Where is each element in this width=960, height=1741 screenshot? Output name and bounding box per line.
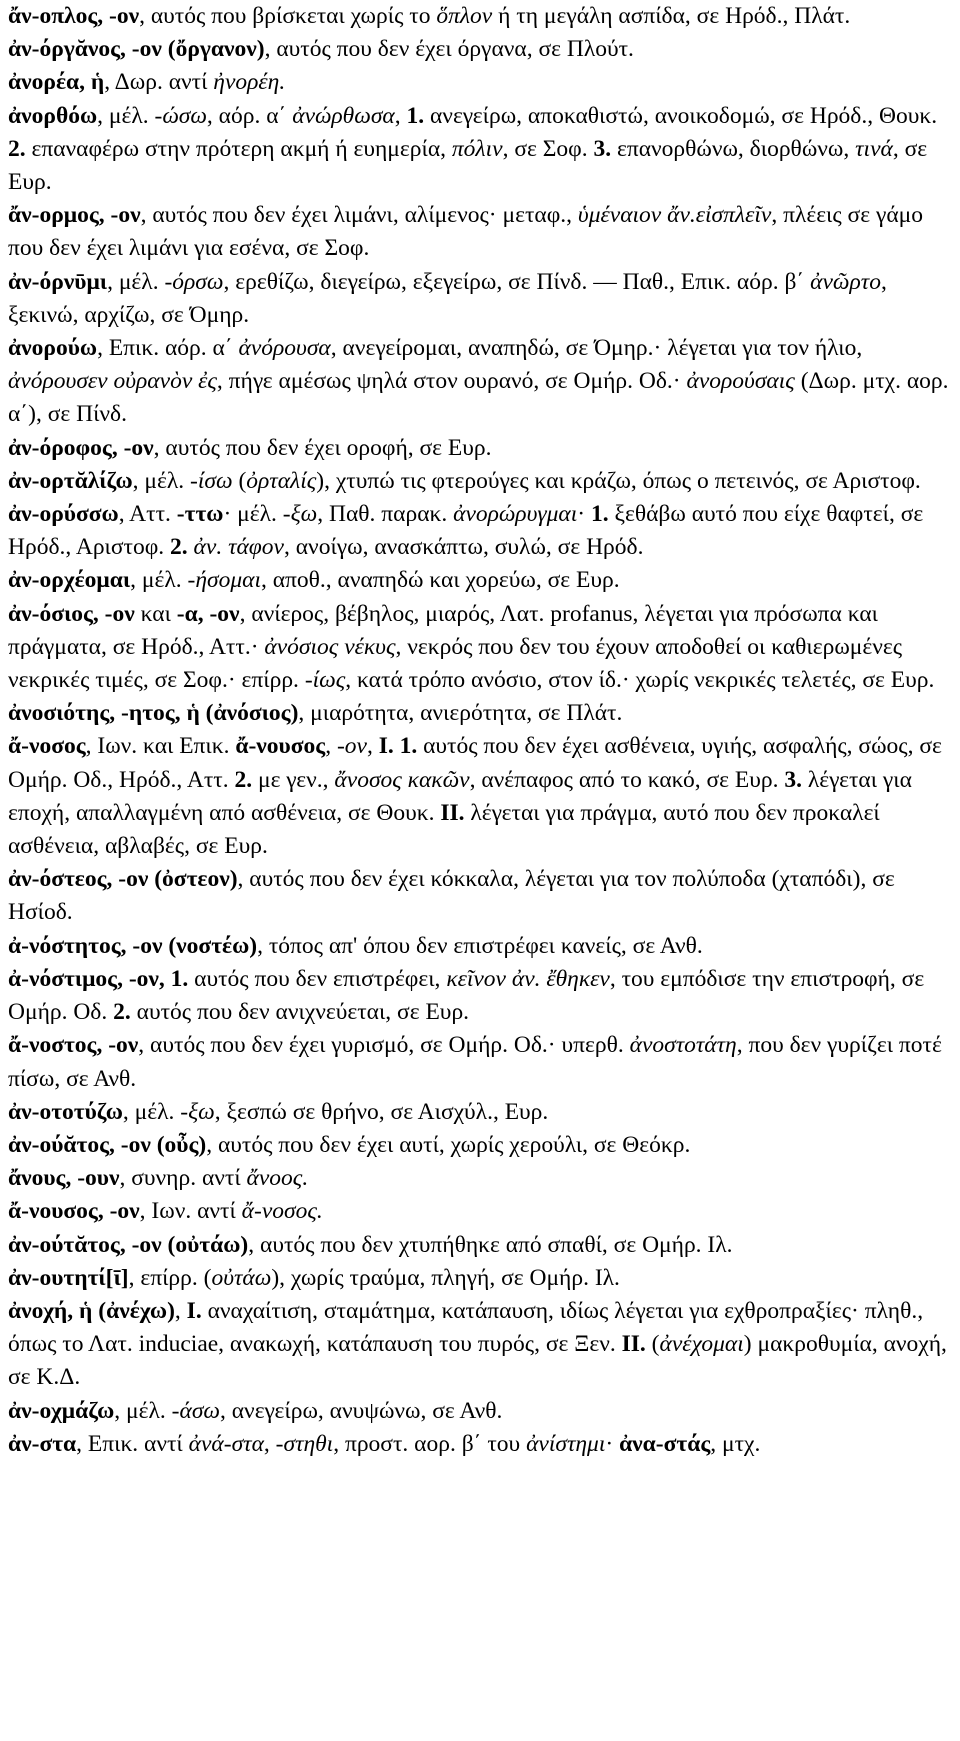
entry-text: ξεθάβω αυτό που είχε θαφτεί, σε Ηρόδ., Αριστοφ. xyxy=(8,501,924,561)
entry-text: , αυτός που δεν χτυπήθηκε από σπαθί, σε Ομήρ. Ιλ. xyxy=(248,1231,733,1258)
entry-text: , μτχ. xyxy=(710,1430,761,1457)
entry-headword-text: 2. xyxy=(8,135,26,162)
entry-headword-text: ἀν-ορύσσω xyxy=(8,501,119,528)
entry-text: επαναφέρω στην πρότερη ακμή ή ευημερία, xyxy=(25,135,452,162)
entry-text: , του εμπόδισε την επιστροφή, σε Ομήρ. Οδ. xyxy=(8,965,925,1026)
entry-headword-text: 2. xyxy=(113,999,131,1026)
entry-italic-text: ἀνώρθωσα xyxy=(292,102,395,129)
entry-text: , μέλ. xyxy=(122,1098,181,1125)
entry-headword-text: ἀν-όροφος, -ον xyxy=(8,434,154,461)
entry-italic-text: -ώσω xyxy=(154,102,207,129)
entry-text: · xyxy=(577,501,591,528)
entry-italic-text: ὅπλον xyxy=(436,3,493,29)
entry-text: , ανέπαφος από το κακό, σε Ευρ. xyxy=(469,766,785,793)
entry-text: ), χτυπώ τις φτερούγες και κράζω, όπως ο πετεινός, σε Αριστοφ. xyxy=(316,467,921,494)
entry-italic-text: οὐτάω xyxy=(211,1264,272,1291)
entry-text: , ανίερος, βέβηλος, μιαρός, Λατ. profanus, λέγεται για πρόσωπα και πράγματα, σε Ηρόδ., Αττ.· xyxy=(8,600,878,660)
dictionary-entry xyxy=(8,432,952,465)
entry-text: ( xyxy=(645,1331,660,1358)
entry-italic-text: ἀνόρουσεν οὐρανὸν ἐς xyxy=(8,368,217,395)
entry-text: , νεκρός που δεν του έχουν αποδοθεί οι καθιερωμένες νεκρικές τιμές, σε Σοφ.· επίρρ. xyxy=(8,633,903,694)
dictionary-entry xyxy=(8,66,952,99)
entry-headword-text: -ττω xyxy=(176,501,224,528)
entry-headword-text: ἀν-όργᾰνος, -ον (ὄργανον) xyxy=(8,36,265,63)
entry-headword-text: ἀν-ουτητί[ῑ] xyxy=(8,1264,129,1291)
dictionary-entry xyxy=(8,332,952,432)
entry-italic-text: ἀνέχομαι xyxy=(659,1331,744,1358)
entry-text: και xyxy=(134,600,177,627)
entry-text: , Επικ. αόρ. α΄ xyxy=(97,335,239,362)
entry-text: , συνηρ. αντί xyxy=(119,1165,247,1192)
entry-italic-text: ὑμέναιον ἄν.εἰσπλεῖν xyxy=(577,202,772,229)
entry-text: , Αττ. xyxy=(118,501,177,528)
entry-headword-text: ἀν-οτοτύζω xyxy=(8,1098,123,1125)
dictionary-entry xyxy=(8,0,952,33)
entry-italic-text: -στηθι xyxy=(275,1430,334,1457)
dictionary-entry xyxy=(8,1129,952,1162)
entry-text: , μέλ. xyxy=(114,1397,172,1424)
dictionary-entry xyxy=(8,1029,952,1095)
dictionary-entry xyxy=(8,697,952,730)
entry-text: , τόπος απ' όπου δεν επιστρέφει κανείς, σε Ανθ. xyxy=(257,932,703,959)
dictionary-entry xyxy=(8,498,952,564)
entry-headword-text: ἀν-στα xyxy=(8,1430,77,1457)
entry-text: , xyxy=(174,1297,187,1324)
entry-italic-text: -ίως xyxy=(304,667,346,694)
entry-text: , που δεν γυρίζει ποτέ πίσω, σε Ανθ. xyxy=(8,1032,942,1092)
entry-text: ή τη μεγάλη ασπίδα, σε Ηρόδ., Πλάτ. xyxy=(492,3,851,29)
dictionary-entry xyxy=(8,1295,952,1395)
entry-text: , κατά τρόπο ανόσιο, στον ίδ.· χωρίς νεκρικές τελετές, σε Ευρ. xyxy=(345,667,935,694)
entry-headword-text: ἄ-νοσος xyxy=(8,733,86,760)
entry-headword-text: ἄ-νουσος, -ον xyxy=(8,1198,140,1225)
entry-text: αυτός που δεν έχει ασθένεια, υγιής, ασφαλής, σώος, σε Ομήρ. Οδ., Ηρόδ., Αττ. xyxy=(8,733,942,793)
entry-headword-text: ἄν-ορμος, -ον xyxy=(8,202,141,229)
entry-text: , xyxy=(366,733,379,760)
dictionary-entry xyxy=(8,465,952,498)
entry-italic-text: πόλιν xyxy=(451,135,503,162)
entry-italic-text: -ον xyxy=(336,733,367,760)
entry-text: , αυτός που δεν έχει οροφή, σε Ευρ. xyxy=(153,434,492,461)
entry-italic-text: κεῖνον ἀν. ἔθηκεν xyxy=(446,965,610,992)
entry-text: , ξεσπώ σε θρήνο, σε Αισχύλ., Ευρ. xyxy=(214,1098,549,1125)
entry-italic-text: ὀρταλίς xyxy=(246,467,317,494)
entry-text: , αυτός που δεν έχει γυρισμό, σε Ομήρ. Οδ.· υπερθ. xyxy=(138,1032,630,1059)
entry-text: , αυτός που δεν έχει λιμάνι, αλίμενος· μεταφ., xyxy=(140,202,578,229)
dictionary-entry xyxy=(8,1262,952,1295)
entry-italic-text: ἀνά-στα xyxy=(188,1430,264,1457)
dictionary-entry xyxy=(8,1428,952,1461)
entry-italic-text: ἀνίστημι xyxy=(526,1430,606,1457)
entry-text: · μέλ. xyxy=(223,501,283,528)
entry-italic-text: -ξω xyxy=(282,501,318,528)
entry-text: , ανοίγω, ανασκάπτω, συλώ, σε Ηρόδ. xyxy=(284,534,644,561)
entry-text: , μέλ. xyxy=(97,102,155,129)
entry-headword-text: ἀ-νόστητος, -ον (νοστέω) xyxy=(8,932,258,959)
entry-headword-text: -α, -ον xyxy=(176,600,240,627)
entry-italic-text: ἠνορέη. xyxy=(213,69,286,96)
entry-italic-text: ἄνοος. xyxy=(246,1165,309,1192)
entry-text: , xyxy=(394,102,407,129)
entry-text: , Παθ. παρακ. xyxy=(317,501,454,528)
entry-text: , μιαρότητα, ανιερότητα, σε Πλάτ. xyxy=(298,700,623,727)
entry-headword-text: ἄν-οπλος, -ον xyxy=(8,3,140,29)
entry-headword-text: ἀνορέα, ἡ xyxy=(8,69,105,96)
entry-headword-text: ἀνοχή, ἡ (ἀνέχω) xyxy=(8,1297,175,1324)
dictionary-entry xyxy=(8,1229,952,1262)
entry-italic-text: ἄ-νοσος. xyxy=(241,1198,323,1225)
entry-text: ), χωρίς τραύμα, πληγή, σε Ομήρ. Ιλ. xyxy=(271,1264,620,1291)
entry-headword-text: ἀν-όρνῡμι xyxy=(8,268,108,295)
entry-text: αναχαίτιση, σταμάτημα, κατάπαυση, ιδίως λέγεται για εχθροπραξίες· πληθ., όπως το Λατ. induciae, ανακωχή, κατάπαυση του πυρός, σε Ξεν. xyxy=(8,1297,924,1358)
entry-text: ) μακροθυμία, ανοχή, σε Κ.Δ. xyxy=(8,1331,947,1391)
entry-text: , ανεγείρομαι, αναπηδώ, σε Όμηρ.· λέγεται για τον ήλιο, xyxy=(330,335,863,362)
entry-italic-text: ἀν. τάφον xyxy=(193,534,284,561)
entry-headword-text: ἀν-ορτᾰλίζω xyxy=(8,467,133,494)
dictionary-entry xyxy=(8,598,952,698)
entry-headword-text: ἀνορούω xyxy=(8,335,98,362)
entry-text: , σε Σοφ. xyxy=(502,135,594,162)
dictionary-entry xyxy=(8,1395,952,1428)
entry-headword-text: ἀνα-στάς xyxy=(619,1430,711,1457)
entry-italic-text: ἀνόρουσα xyxy=(238,335,331,362)
entry-headword-text: ἄ-νουσος xyxy=(235,733,326,760)
entry-text: , ξεκινώ, αρχίζω, σε Όμηρ. xyxy=(8,268,887,328)
entry-headword-text: ἀν-οχμάζω xyxy=(8,1397,115,1424)
entry-headword-text: II. xyxy=(621,1331,646,1358)
entry-text: , ερεθίζω, διεγείρω, εξεγείρω, σε Πίνδ. — Παθ., Επικ. αόρ. β΄ xyxy=(223,268,811,295)
dictionary-entry xyxy=(8,863,952,929)
entry-italic-text: -ίσω xyxy=(190,467,233,494)
entry-text: λέγεται για εποχή, απαλλαγμένη από ασθένεια, σε Θουκ. xyxy=(8,766,912,826)
entry-italic-text: ἀνορούσαις xyxy=(686,368,795,395)
entry-text: , Δωρ. αντί xyxy=(104,69,214,96)
entry-italic-text: ἀνοστοτάτη xyxy=(629,1032,737,1059)
entry-italic-text: ἄνοσος κακῶν xyxy=(334,766,470,793)
entry-text: , αυτός που δεν έχει όργανα, σε Πλούτ. xyxy=(264,36,634,63)
entry-headword-text: ἀν-ούᾰτος, -ον (οὖς) xyxy=(8,1131,207,1158)
dictionary-entry xyxy=(8,1162,952,1195)
entry-text: , προστ. αορ. β΄ του xyxy=(333,1430,527,1457)
entry-headword-text: ἀν-όστεος, -ον (ὀστεον) xyxy=(8,866,238,893)
entry-text: , πλέεις σε γάμο που δεν έχει λιμάνι για εσένα, σε Σοφ. xyxy=(8,202,924,262)
entry-text: λέγεται για πράγμα, αυτό που δεν προκαλεί ασθένεια, αβλαβές, σε Ευρ. xyxy=(8,799,880,860)
dictionary-entry xyxy=(8,963,952,1029)
entry-headword-text: 1. xyxy=(406,102,425,129)
entry-italic-text: -όρσω xyxy=(164,268,224,295)
dictionary-entry xyxy=(8,199,952,265)
entry-headword-text: 2. xyxy=(234,766,253,793)
entry-text: , πήγε αμέσως ψηλά στον ουρανό, σε Ομήρ. Οδ.· xyxy=(216,368,687,395)
entry-text: , αυτός που δεν έχει κόκκαλα, λέγεται για τον πολύποδα (χταπόδι), σε Ησίοδ. xyxy=(8,866,895,926)
entry-text: αυτός που δεν επιστρέφει, xyxy=(188,965,447,992)
entry-italic-text: -άσω xyxy=(171,1397,220,1424)
entry-text: , επίρρ. ( xyxy=(128,1264,212,1291)
entry-text: , μέλ. xyxy=(130,567,188,594)
entry-headword-text: II. xyxy=(440,799,465,826)
entry-headword-text: 3. xyxy=(593,135,612,162)
dictionary-entry xyxy=(8,730,952,863)
entry-text: επανορθώνω, διορθώνω, xyxy=(611,135,856,162)
entry-text: αυτός που δεν ανιχνεύεται, σε Ευρ. xyxy=(130,999,470,1026)
entry-italic-text: -ξω xyxy=(180,1098,215,1125)
dictionary-entry xyxy=(8,930,952,963)
entry-text: , αόρ. α΄ xyxy=(206,102,293,129)
entry-text: με γεν., xyxy=(252,766,335,793)
entry-text: · xyxy=(605,1430,620,1457)
entry-text: , σε Ευρ. xyxy=(8,135,928,196)
dictionary-entry xyxy=(8,100,952,200)
entry-headword-text: 3. xyxy=(784,766,802,793)
entry-headword-text: 2. xyxy=(170,534,188,561)
entry-text: , αυτός που δεν έχει αυτί, χωρίς χερούλι, σε Θεόκρ. xyxy=(206,1131,691,1158)
entry-headword-text: I. xyxy=(186,1297,202,1324)
entry-text: , Ιων. αντί xyxy=(139,1198,242,1225)
entry-text: , ανεγείρω, ανυψώνω, σε Ανθ. xyxy=(220,1397,503,1424)
entry-text: , αυτός που βρίσκεται χωρίς το xyxy=(139,3,437,29)
entry-text: , Επικ. αντί xyxy=(76,1430,189,1457)
entry-italic-text: τινά xyxy=(855,135,893,162)
dictionary-entry xyxy=(8,1195,952,1228)
entry-headword-text: 1. xyxy=(591,501,609,528)
dictionary-entry xyxy=(8,33,952,66)
dictionary-entry xyxy=(8,564,952,597)
dictionary-entry xyxy=(8,1096,952,1129)
entry-text: , xyxy=(325,733,337,760)
entry-text: ανεγείρω, αποκαθιστώ, ανοικοδομώ, σε Ηρόδ., Θουκ. xyxy=(424,102,938,129)
entry-headword-text: ἄνους, -ουν xyxy=(8,1165,120,1192)
entry-headword-text: I. 1. xyxy=(378,733,418,760)
entry-italic-text: ἀνορώρυγμαι xyxy=(453,501,578,528)
entry-text: , xyxy=(263,1430,276,1457)
entry-headword-text: ἀν-όσιος, -ον xyxy=(8,600,135,627)
entry-text: , Ιων. και Επικ. xyxy=(85,733,236,760)
entry-text: , αποθ., αναπηδώ και χορεύω, σε Ευρ. xyxy=(261,567,620,594)
entry-headword-text: ἀνορθόω xyxy=(8,102,98,129)
entry-headword-text: ἀν-ορχέομαι xyxy=(8,567,131,594)
entry-italic-text: ἀνῶρτο xyxy=(810,268,881,295)
entry-text: , μέλ. xyxy=(107,268,165,295)
dictionary-entry xyxy=(8,266,952,332)
entry-italic-text: ἀνόσιος νέκυς xyxy=(264,633,396,660)
entry-italic-text: -ήσομαι xyxy=(187,567,261,594)
entry-headword-text: ἀνοσιότης, -ητος, ἡ (ἀνόσιος) xyxy=(8,700,299,727)
entry-text: ( xyxy=(232,467,247,494)
entry-headword-text: ἀν-ούτᾰτος, -ον (οὐτάω) xyxy=(8,1231,249,1258)
entry-headword-text: ἀ-νόστιμος, -ον, 1. xyxy=(8,965,189,992)
entry-text: , μέλ. xyxy=(132,467,191,494)
entry-text: (Δωρ. μτχ. αορ. α΄), σε Πίνδ. xyxy=(8,368,949,428)
entry-headword-text: ἄ-νοστος, -ον xyxy=(8,1032,139,1059)
